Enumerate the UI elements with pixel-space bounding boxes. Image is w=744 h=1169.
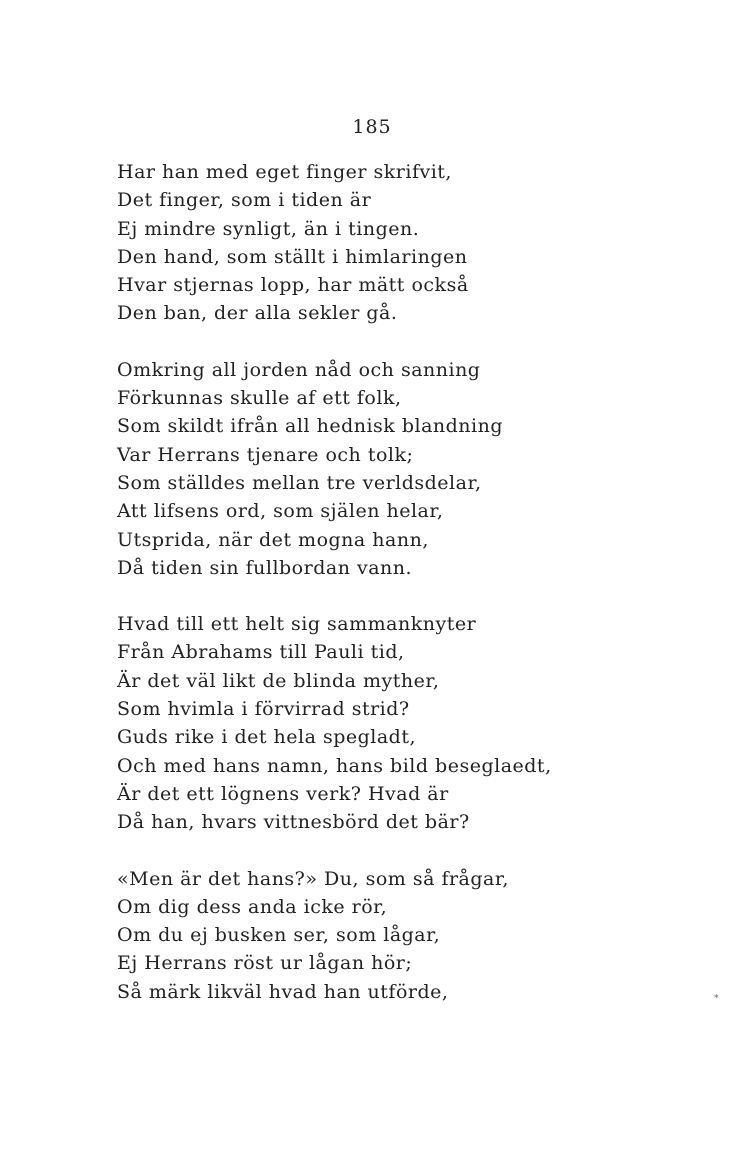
verse-line: Den ban, der alla sekler gå. bbox=[117, 302, 398, 325]
verse-line: Förkunnas skulle af ett folk, bbox=[117, 387, 402, 410]
verse-line: Från Abrahams till Pauli tid, bbox=[117, 641, 405, 664]
verse-line: Då han, hvars vittnesbörd det bär? bbox=[117, 811, 470, 834]
verse-line: Att lifsens ord, som själen helar, bbox=[117, 500, 444, 523]
verse-line: Är det ett lögnens verk? Hvad är bbox=[117, 782, 449, 805]
verse-line: Om dig dess anda icke rör, bbox=[117, 895, 388, 918]
verse-line: Har han med eget finger skrifvit, bbox=[117, 161, 452, 183]
verse-line: Som skildt ifrån all hednisk blandning bbox=[117, 415, 504, 438]
verse-line: Omkring all jorden nåd och sanning bbox=[117, 358, 481, 381]
verse-line: Guds rike i det hela spegladt, bbox=[117, 726, 417, 749]
stanza-1 bbox=[117, 158, 697, 328]
verse-line: Så märk likväl hvad han utförde, bbox=[117, 980, 449, 1003]
stanza-3 bbox=[117, 610, 697, 836]
verse-line: Hvad till ett helt sig sammanknyter bbox=[117, 613, 477, 636]
verse-line: Hvar stjernas lopp, har mätt också bbox=[117, 274, 469, 297]
page-number: 185 bbox=[352, 116, 392, 138]
verse-line: Om du ej busken ser, som lågar, bbox=[117, 924, 441, 947]
verse-line: Var Herrans tjenare och tolk; bbox=[117, 443, 414, 466]
verse-line: Ej Herrans röst ur lågan hör; bbox=[117, 952, 413, 975]
verse-line: Det finger, som i tiden är bbox=[117, 189, 372, 212]
verse-line: Då tiden sin fullbordan vann. bbox=[117, 556, 413, 579]
verse-line: Den hand, som ställt i himlaringen bbox=[117, 245, 468, 268]
verse-line: Utsprida, när det mogna hann, bbox=[117, 528, 429, 551]
verse-line: Ej mindre synligt, än i tingen. bbox=[117, 217, 420, 240]
verse-line: Som ställdes mellan tre verldsdelar, bbox=[117, 471, 482, 494]
verse-line: «Men är det hans?» Du, som så frågar, bbox=[117, 867, 509, 890]
verse-line: Är det väl likt de blinda myther, bbox=[117, 669, 440, 692]
stanza-4 bbox=[117, 865, 697, 1006]
poem-body bbox=[117, 158, 697, 1034]
stanza-2 bbox=[117, 356, 697, 582]
margin-mark: * bbox=[714, 994, 719, 1004]
verse-line: Och med hans namn, hans bild beseglaedt, bbox=[117, 754, 552, 777]
verse-line: Som hvimla i förvirrad strid? bbox=[117, 698, 410, 721]
